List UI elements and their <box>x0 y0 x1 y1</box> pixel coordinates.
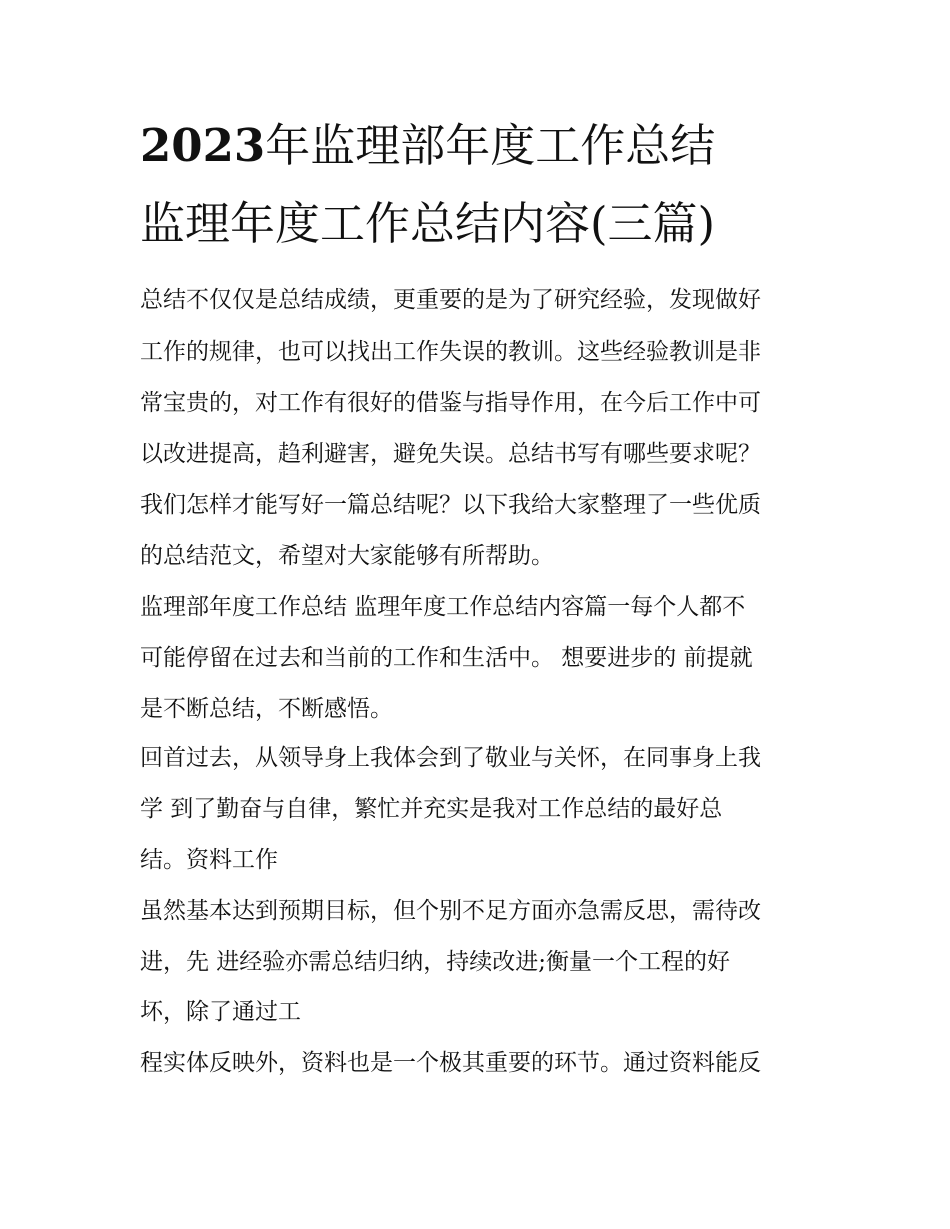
body-line: 是不断总结，不断感悟。 <box>140 696 393 722</box>
body-line: 回首过去，从领导身上我体会到了敬业与关怀，在同事身上我 <box>140 745 761 771</box>
body-line: 程实体反映外，资料也是一个极其重要的环节。通过资料能反 <box>140 1050 761 1076</box>
body-line: 常宝贵的，对工作有很好的借鉴与指导作用，在今后工作中可 <box>140 390 761 416</box>
body-line: 以改进提高，趋利避害，避免失误。总结书写有哪些要求呢？ <box>140 441 761 467</box>
body-line: 进，先 进经验亦需总结归纳，持续改进;衡量一个工程的好 <box>140 949 731 975</box>
body-line: 监理部年度工作总结 监理年度工作总结内容篇一每个人都不 <box>140 594 746 620</box>
body-line: 总结不仅仅是总结成绩，更重要的是为了研究经验，发现做好 <box>140 287 761 313</box>
title-line-1-text: 年监理部年度工作总结 <box>265 119 716 172</box>
body-line: 结。资料工作 <box>140 847 278 873</box>
body-line: 虽然基本达到预期目标，但个别不足方面亦急需反思，需待改 <box>140 898 761 924</box>
body-line: 工作的规律，也可以找出工作失误的教训。这些经验教训是非 <box>140 339 761 365</box>
title-line-2: 监理年度工作总结内容(三篇) <box>140 197 716 250</box>
title-line-1 <box>140 119 840 172</box>
body-line: 我们怎样才能写好一篇总结呢？以下我给大家整理了一些优质 <box>140 492 761 518</box>
body-line: 可能停留在过去和当前的工作和生活中。 想要进步的 前提就 <box>140 645 753 671</box>
body-line: 学 到了勤奋与自律，繁忙并充实是我对工作总结的最好总 <box>140 796 723 822</box>
body-line: 坏，除了通过工 <box>140 999 301 1025</box>
body-line: 的总结范文，希望对大家能够有所帮助。 <box>140 543 554 569</box>
title-year: 2023 <box>140 119 266 172</box>
